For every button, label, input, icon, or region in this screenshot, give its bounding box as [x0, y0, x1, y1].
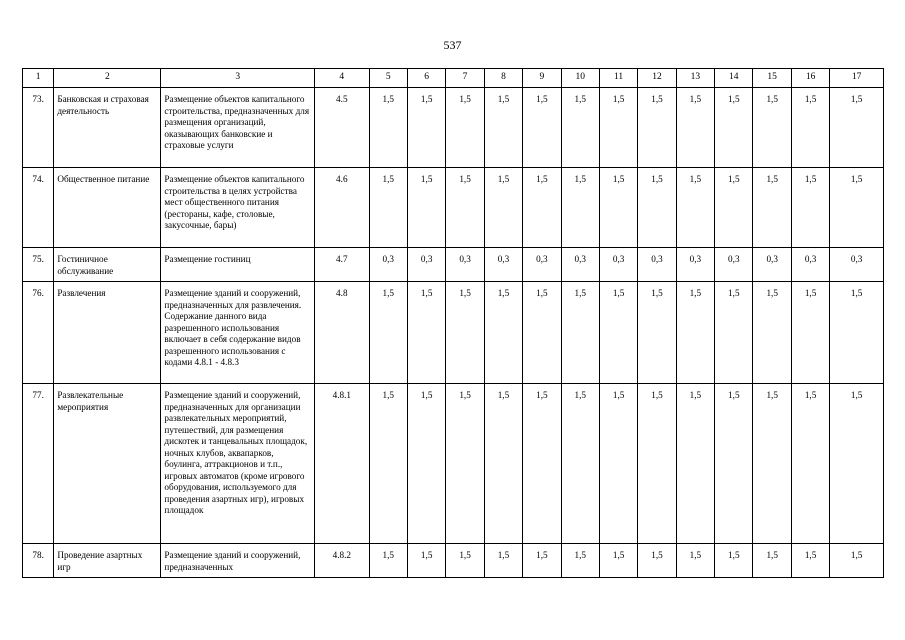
use-type-description: Размещение зданий и сооружений, предназначенных для организации развлекательных мероприятий, путешествий, для размещения дискотек и танцевальных площадок, ночных клубов, аквапарков, боулинга, аттракционов и т.п., игровых автоматов (кроме игрового оборудования, используемого для проведения азартных игр), игровых площадок — [161, 384, 315, 544]
value-cell: 1,5 — [830, 544, 884, 578]
row-number: 76. — [23, 282, 54, 384]
value-cell: 1,5 — [791, 384, 829, 544]
header-cell: 5 — [369, 69, 407, 88]
value-cell: 0,3 — [523, 248, 561, 282]
value-cell: 1,5 — [484, 168, 522, 248]
value-cell: 1,5 — [638, 168, 676, 248]
header-cell: 10 — [561, 69, 599, 88]
value-cell: 1,5 — [791, 168, 829, 248]
use-type-name: Банковская и страховая деятельность — [54, 88, 161, 168]
value-cell: 1,5 — [830, 384, 884, 544]
value-cell: 0,3 — [561, 248, 599, 282]
header-cell: 14 — [715, 69, 753, 88]
use-type-description: Размещение гостиниц — [161, 248, 315, 282]
row-number: 78. — [23, 544, 54, 578]
table-row — [23, 384, 884, 544]
use-type-code: 4.8.1 — [315, 384, 370, 544]
header-row — [23, 69, 884, 88]
row-number: 75. — [23, 248, 54, 282]
value-cell: 1,5 — [715, 384, 753, 544]
value-cell: 1,5 — [561, 384, 599, 544]
value-cell: 1,5 — [715, 88, 753, 168]
row-number: 77. — [23, 384, 54, 544]
use-type-description: Размещение объектов капитального строительства, предназначенных для размещения организаций, оказывающих банковские и страховые услуги — [161, 88, 315, 168]
value-cell: 1,5 — [484, 384, 522, 544]
value-cell: 1,5 — [753, 544, 791, 578]
header-cell: 11 — [599, 69, 637, 88]
value-cell: 0,3 — [753, 248, 791, 282]
value-cell: 1,5 — [753, 168, 791, 248]
value-cell: 1,5 — [676, 544, 714, 578]
value-cell: 1,5 — [561, 88, 599, 168]
value-cell: 1,5 — [830, 88, 884, 168]
value-cell: 1,5 — [446, 384, 484, 544]
header-cell: 4 — [315, 69, 370, 88]
value-cell: 0,3 — [830, 248, 884, 282]
value-cell: 1,5 — [561, 544, 599, 578]
value-cell: 1,5 — [791, 88, 829, 168]
header-cell: 9 — [523, 69, 561, 88]
value-cell: 1,5 — [599, 168, 637, 248]
value-cell: 0,3 — [599, 248, 637, 282]
land-use-table — [22, 68, 884, 578]
header-cell: 8 — [484, 69, 522, 88]
value-cell: 1,5 — [638, 384, 676, 544]
use-type-name: Проведение азартных игр — [54, 544, 161, 578]
value-cell: 1,5 — [599, 88, 637, 168]
value-cell: 1,5 — [369, 88, 407, 168]
value-cell: 1,5 — [369, 384, 407, 544]
value-cell: 1,5 — [791, 544, 829, 578]
header-cell: 15 — [753, 69, 791, 88]
value-cell: 1,5 — [753, 282, 791, 384]
value-cell: 1,5 — [830, 282, 884, 384]
value-cell: 1,5 — [484, 544, 522, 578]
use-type-code: 4.7 — [315, 248, 370, 282]
use-type-description: Размещение объектов капитального строительства в целях устройства мест общественного питания (рестораны, кафе, столовые, закусочные, бары) — [161, 168, 315, 248]
value-cell: 1,5 — [638, 282, 676, 384]
value-cell: 1,5 — [446, 168, 484, 248]
use-type-name: Общественное питание — [54, 168, 161, 248]
value-cell: 1,5 — [753, 384, 791, 544]
value-cell: 1,5 — [676, 168, 714, 248]
header-cell: 17 — [830, 69, 884, 88]
value-cell: 1,5 — [407, 168, 445, 248]
value-cell: 1,5 — [676, 88, 714, 168]
use-type-name: Развлекательные мероприятия — [54, 384, 161, 544]
row-number: 73. — [23, 88, 54, 168]
value-cell: 1,5 — [407, 544, 445, 578]
row-number: 74. — [23, 168, 54, 248]
value-cell: 1,5 — [407, 88, 445, 168]
value-cell: 1,5 — [599, 384, 637, 544]
value-cell: 1,5 — [676, 282, 714, 384]
value-cell: 1,5 — [523, 282, 561, 384]
use-type-name: Гостиничное обслуживание — [54, 248, 161, 282]
value-cell: 1,5 — [484, 88, 522, 168]
value-cell: 0,3 — [715, 248, 753, 282]
value-cell: 1,5 — [791, 282, 829, 384]
value-cell: 1,5 — [407, 282, 445, 384]
use-type-code: 4.8.2 — [315, 544, 370, 578]
value-cell: 1,5 — [599, 282, 637, 384]
header-cell: 1 — [23, 69, 54, 88]
value-cell: 0,3 — [446, 248, 484, 282]
use-type-description: Размещение зданий и сооружений, предназначенных — [161, 544, 315, 578]
value-cell: 0,3 — [484, 248, 522, 282]
value-cell: 1,5 — [523, 88, 561, 168]
header-cell: 7 — [446, 69, 484, 88]
table-row — [23, 168, 884, 248]
value-cell: 1,5 — [369, 544, 407, 578]
table-body — [23, 69, 884, 578]
value-cell: 1,5 — [599, 544, 637, 578]
value-cell: 1,5 — [446, 282, 484, 384]
value-cell: 1,5 — [369, 282, 407, 384]
value-cell: 1,5 — [676, 384, 714, 544]
use-type-description: Размещение зданий и сооружений, предназначенных для развлечения. Содержание данного вида разрешенного использования включает в себя содержание видов разрешенного использования с кодами 4.8.1 - 4.8.3 — [161, 282, 315, 384]
value-cell: 1,5 — [561, 168, 599, 248]
value-cell: 1,5 — [715, 544, 753, 578]
value-cell: 1,5 — [715, 168, 753, 248]
value-cell: 1,5 — [523, 544, 561, 578]
header-cell: 16 — [791, 69, 829, 88]
value-cell: 1,5 — [638, 88, 676, 168]
use-type-code: 4.5 — [315, 88, 370, 168]
value-cell: 0,3 — [638, 248, 676, 282]
value-cell: 1,5 — [484, 282, 522, 384]
value-cell: 1,5 — [523, 168, 561, 248]
page-number: 537 — [443, 38, 462, 52]
value-cell: 1,5 — [830, 168, 884, 248]
table-row — [23, 88, 884, 168]
value-cell: 1,5 — [407, 384, 445, 544]
use-type-name: Развлечения — [54, 282, 161, 384]
value-cell: 1,5 — [523, 384, 561, 544]
value-cell: 0,3 — [676, 248, 714, 282]
header-cell: 3 — [161, 69, 315, 88]
value-cell: 1,5 — [446, 544, 484, 578]
value-cell: 1,5 — [561, 282, 599, 384]
value-cell: 1,5 — [638, 544, 676, 578]
use-type-code: 4.6 — [315, 168, 370, 248]
value-cell: 1,5 — [715, 282, 753, 384]
value-cell: 1,5 — [446, 88, 484, 168]
table-row — [23, 282, 884, 384]
use-type-code: 4.8 — [315, 282, 370, 384]
value-cell: 0,3 — [407, 248, 445, 282]
value-cell: 1,5 — [369, 168, 407, 248]
value-cell: 0,3 — [369, 248, 407, 282]
table-row — [23, 248, 884, 282]
value-cell: 1,5 — [753, 88, 791, 168]
table-row — [23, 544, 884, 578]
header-cell: 2 — [54, 69, 161, 88]
header-cell: 13 — [676, 69, 714, 88]
header-cell: 12 — [638, 69, 676, 88]
value-cell: 0,3 — [791, 248, 829, 282]
header-cell: 6 — [407, 69, 445, 88]
